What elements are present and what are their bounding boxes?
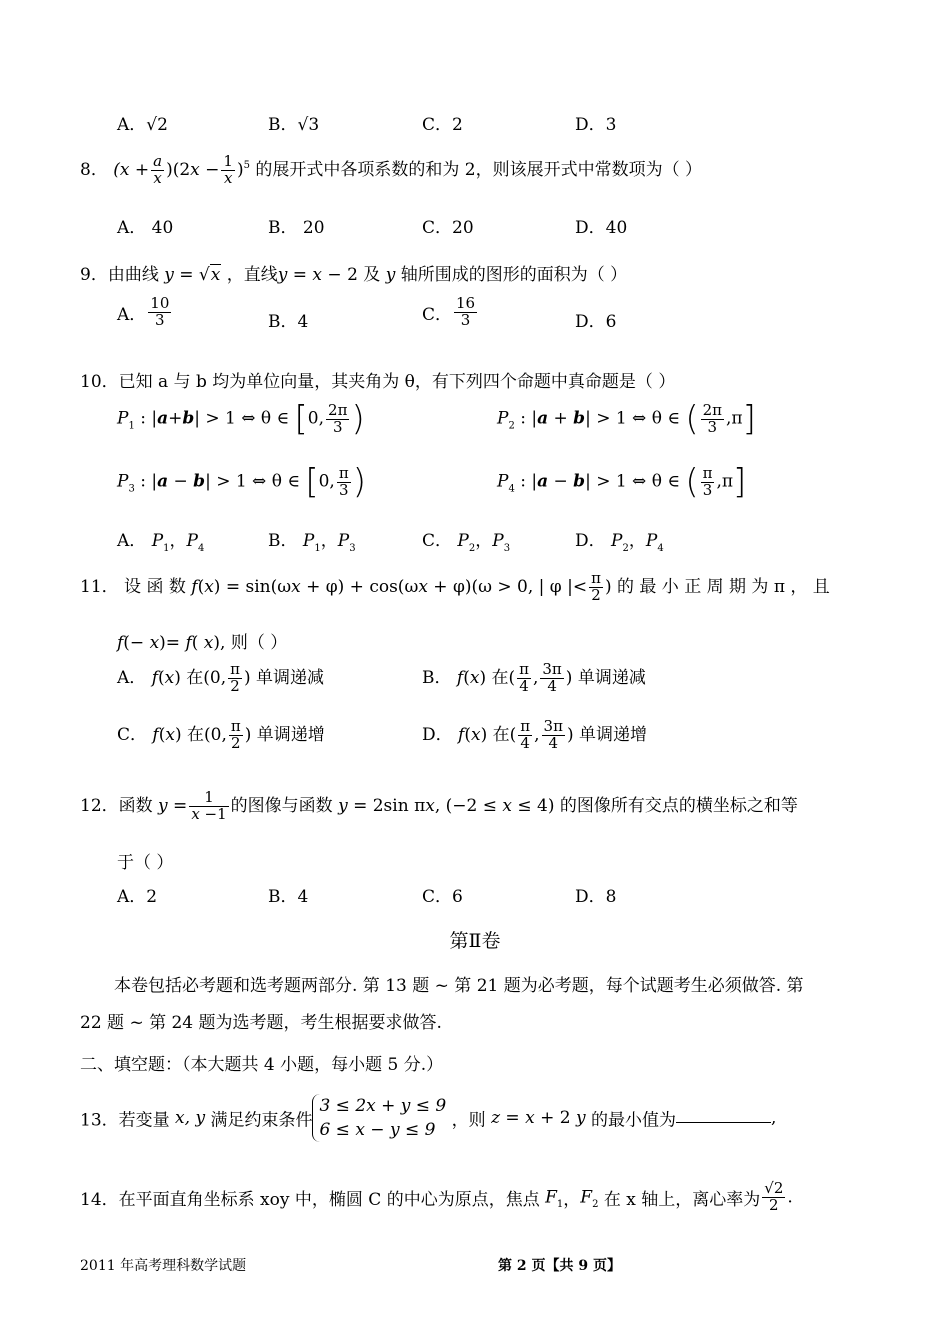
q11-stem-line2: f(− x)= f( x), 则（ ） xyxy=(117,633,288,653)
q10-p3: $P_3$ : |a − b| > 1 ⇔ θ ∈ [0, $\frac{\pi}{3}$ ) xyxy=(117,462,366,502)
q9-option-d: D．6 xyxy=(575,312,617,332)
q9-option-a: A． $\frac{10}{3}$ xyxy=(117,294,170,329)
q10-stem: 10．已知 a 与 b 均为单位向量，其夹角为 θ，有下列四个命题中真命题是（ ） xyxy=(80,372,676,392)
q7-option-a: A．√2 xyxy=(117,115,168,135)
section-intro: 本卷包括必考题和选考题两部分. 第 13 题 ~ 第 21 题为必考题，每个试题考生必须做答. 第 22 题 ~ 第 24 题为选考题，考生根据要求做答. xyxy=(80,976,804,1033)
page-number: 第 2 页【共 9 页】 xyxy=(498,1258,621,1274)
q10-p4: $P_4$ : |a − b| > 1 ⇔ θ ∈ ( $\frac{\pi}{3}$ ,π] xyxy=(497,462,747,502)
q12-option-a: A．2 xyxy=(117,887,158,907)
q8-option-b: B． 20 xyxy=(268,218,325,238)
q13-answer-blank xyxy=(676,1108,771,1123)
q8-stem: 8． (x + $\frac{a}{x}$ )(2x − $\frac{1}{x}$ )$^5$ 的展开式中各项系数的和为 2，则该展开式中常数项为（ ） xyxy=(80,152,702,187)
q9-stem: 9．由曲线 y = √x ，直线y = x − 2 及 y 轴所围成的图形的面积为（ ） xyxy=(80,265,628,285)
q8-option-c: C．20 xyxy=(422,218,474,238)
q12-option-b: B．4 xyxy=(268,887,309,907)
q8-option-a: A． 40 xyxy=(117,218,174,238)
footer-left: 2011 年高考理科数学试题 xyxy=(80,1258,247,1274)
q9-option-b: B．4 xyxy=(268,312,309,332)
q11-option-b: B． f(x) 在( $\frac{\pi}{4}$ , $\frac{3\pi}{4}$ ) 单调递减 xyxy=(422,660,646,695)
q7-option-d: D．3 xyxy=(575,115,617,135)
q11-stem: 11． 设 函 数 f(x) = sin(ωx + φ) + cos(ωx + φ)(ω > 0, | φ |< $\frac{\pi}{2}$ ) 的 最 小 正 周 期 为 π ， 且 xyxy=(80,569,830,604)
q10-p2: $P_2$ : |a + b| > 1 ⇔ θ ∈ ( $\frac{2\pi}{3}$ ,π] xyxy=(497,399,756,439)
q11-option-c: C． f(x) 在(0, $\frac{\pi}{2}$ ) 单调递增 xyxy=(117,717,325,752)
q13-stem: 13．若变量 x, y 满足约束条件 3 ≤ 2x + y ≤ 9 6 ≤ x − y ≤ 9 ，则 z = x + 2 y 的最小值为 , xyxy=(80,1096,777,1140)
q9-option-c: C． $\frac{16}{3}$ xyxy=(422,294,476,329)
q7-option-c: C．2 xyxy=(422,115,463,135)
q14-stem: 14．在平面直角坐标系 xoy 中，椭圆 C 的中心为原点，焦点 $F_1$，$F_2$ 在 x 轴上，离心率为 $\frac{√2}{2}$ . xyxy=(80,1179,793,1214)
q8-option-d: D．40 xyxy=(575,218,628,238)
section-title: 第Ⅱ卷 xyxy=(449,930,501,952)
q7-option-b: B．√3 xyxy=(268,115,320,135)
q12-option-d: D．8 xyxy=(575,887,617,907)
q10-p1: $P_1$ : |a+b| > 1 ⇔ θ ∈ [0, $\frac{2\pi}{3}$ ) xyxy=(117,399,365,439)
fill-in-heading: 二、填空题：（本大题共 4 小题，每小题 5 分.） xyxy=(80,1055,444,1075)
q10-option-d: D． $P_2$，$P_4$ xyxy=(575,531,664,554)
q10-option-a: A． $P_1$，$P_4$ xyxy=(117,531,205,554)
q12-option-c: C．6 xyxy=(422,887,463,907)
q12-stem-line2: 于（ ） xyxy=(117,853,174,873)
q11-option-d: D． f(x) 在( $\frac{\pi}{4}$ , $\frac{3\pi}{4}$ ) 单调递增 xyxy=(422,717,647,752)
q10-option-c: C． $P_2$，$P_3$ xyxy=(422,531,511,554)
q12-stem: 12．函数 y = $\frac{1}{x -1}$ 的图像与函数 y = 2sin πx, (−2 ≤ x ≤ 4) 的图像所有交点的横坐标之和等 xyxy=(80,788,798,823)
q11-option-a: A． f(x) 在(0, $\frac{\pi}{2}$ ) 单调递减 xyxy=(117,660,325,695)
q10-option-b: B． $P_1$，$P_3$ xyxy=(268,531,356,554)
